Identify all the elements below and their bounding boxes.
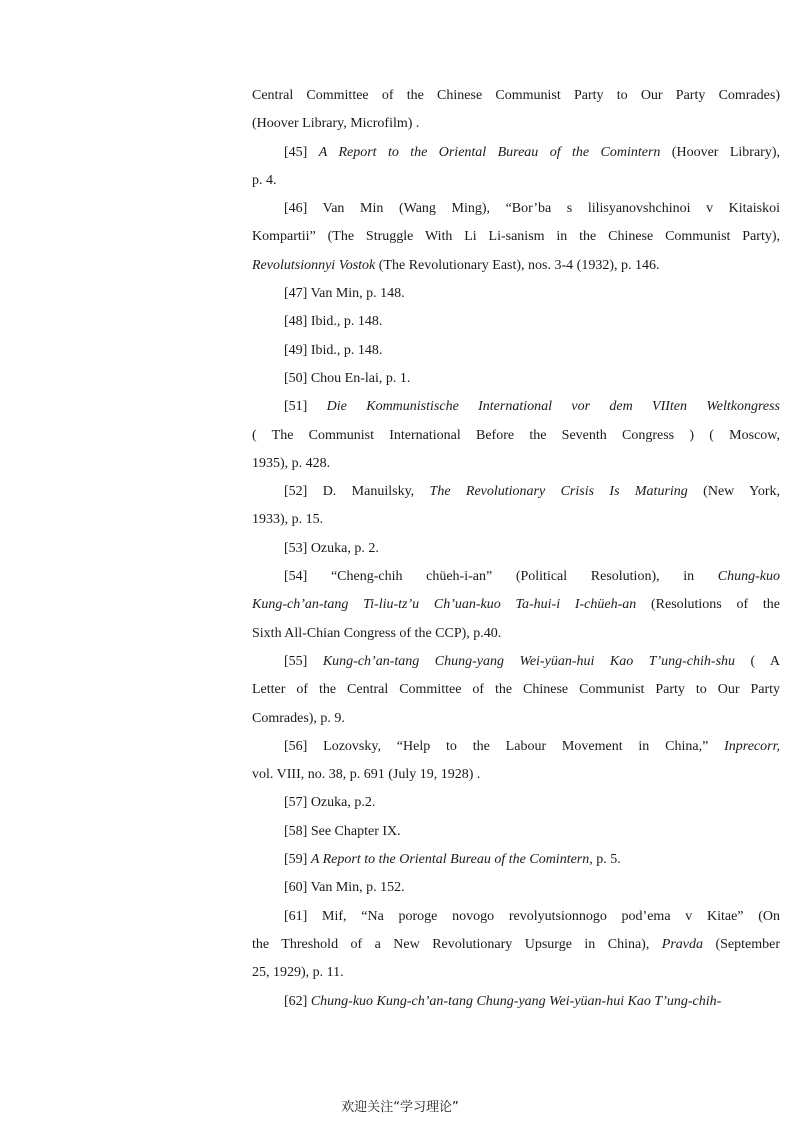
- footer-promo-text: 欢迎关注“学习理论”: [341, 1100, 459, 1115]
- italic-title-text: Revolutsionnyi Vostok: [252, 257, 376, 273]
- italic-title-text: A Report to the Oriental Bureau of the Comintern: [310, 852, 590, 868]
- note-line: [252, 818, 780, 846]
- note-line: [252, 620, 780, 648]
- note-line: [252, 280, 780, 308]
- note-line: [252, 478, 780, 506]
- note-line: [252, 535, 780, 563]
- note-text: [55]: [284, 653, 323, 669]
- italic-title-text: Chung-kuo: [717, 569, 780, 585]
- note-text: (Resolutions of the: [636, 597, 780, 613]
- note-line: [252, 167, 780, 195]
- note-text: (Hoover Library),: [660, 144, 780, 160]
- note-text: Sixth All-Chian Congress of the CCP), p.40.: [252, 625, 502, 641]
- italic-title-text: The Revolutionary Crisis Is Maturing: [429, 484, 688, 500]
- note-text: vol. VIII, no. 38, p. 691 (July 19, 1928) .: [252, 767, 481, 783]
- note-line: [252, 506, 780, 534]
- note-text: Central Committee of the Chinese Communist Party to Our Party Comrades): [252, 88, 780, 103]
- note-line: [252, 789, 780, 817]
- italic-title-text: Chung-kuo Kung-ch’an-tang Chung-yang Wei-yüan-hui Kao T’ung-chih-: [310, 993, 722, 1009]
- note-text: [57] Ozuka, p.2.: [284, 795, 376, 811]
- note-line: [252, 110, 780, 138]
- note-line: [252, 846, 780, 874]
- italic-title-text: Kung-ch’an-tang Chung-yang Wei-yüan-hui Kao T’ung-chih-shu: [322, 653, 736, 669]
- note-text: [61] Mif, “Na poroge novogo revolyutsionnogo pod’ema v Kitae” (On: [284, 908, 780, 924]
- note-line: [252, 139, 780, 167]
- note-text: [59]: [284, 852, 311, 868]
- note-text: [53] Ozuka, p. 2.: [284, 540, 379, 556]
- note-line: [252, 676, 780, 704]
- note-text: 1935), p. 428.: [252, 455, 331, 471]
- note-line: [252, 988, 780, 1016]
- note-line: [252, 223, 780, 251]
- note-text: 25, 1929), p. 11.: [252, 965, 344, 981]
- note-text: [47] Van Min, p. 148.: [284, 286, 405, 302]
- note-line: [252, 591, 780, 619]
- note-text: 1933), p. 15.: [252, 512, 324, 528]
- note-line: [252, 337, 780, 365]
- note-text: Letter of the Central Committee of the Chinese Communist Party to Our Party: [252, 682, 780, 698]
- note-text: (The Revolutionary East), nos. 3-4 (1932), p. 146.: [375, 257, 660, 273]
- note-text: , p. 5.: [589, 852, 621, 868]
- note-text: [56] Lozovsky, “Help to the Labour Movement in China,”: [284, 738, 725, 754]
- note-line: [252, 733, 780, 761]
- note-text: [45]: [284, 144, 319, 160]
- note-line: [252, 761, 780, 789]
- note-text: ( A: [735, 653, 781, 669]
- note-text: [49] Ibid., p. 148.: [284, 342, 383, 358]
- note-text: [60] Van Min, p. 152.: [284, 880, 405, 896]
- note-text: (New York,: [687, 484, 780, 500]
- note-line: [252, 422, 780, 450]
- note-line: [252, 195, 780, 223]
- note-line: [252, 874, 780, 902]
- note-line: [252, 705, 780, 733]
- note-line: [252, 648, 780, 676]
- note-line: [252, 931, 780, 959]
- note-text: (Hoover Library, Microfilm) .: [252, 116, 420, 132]
- note-line: [252, 959, 780, 987]
- note-text: p. 4.: [252, 172, 277, 188]
- note-text: [48] Ibid., p. 148.: [284, 314, 383, 330]
- note-text: Kompartii” (The Struggle With Li Li-sanism in the Chinese Communist Party),: [252, 229, 780, 245]
- note-line: [252, 308, 780, 336]
- note-line: [252, 393, 780, 421]
- note-line: [252, 252, 780, 280]
- note-line: [252, 903, 780, 931]
- note-line: [252, 82, 780, 110]
- note-text: [54] “Cheng-chih chüeh-i-an” (Political Resolution), in: [284, 569, 718, 585]
- italic-title-text: A Report to the Oriental Bureau of the Comintern: [318, 144, 661, 160]
- note-text: the Threshold of a New Revolutionary Upsurge in China),: [252, 936, 662, 952]
- note-text: [51]: [284, 399, 327, 415]
- note-text: (September: [703, 936, 781, 952]
- note-line: [252, 365, 780, 393]
- italic-title-text: Pravda: [661, 936, 704, 952]
- note-text: [58] See Chapter IX.: [284, 823, 401, 839]
- italic-title-text: Kung-ch’an-tang Ti-liu-tz’u Ch’uan-kuo Ta-hui-i I-chüeh-an: [252, 597, 637, 613]
- note-text: ( The Communist International Before the Seventh Congress ) ( Moscow,: [252, 427, 780, 443]
- note-line: [252, 450, 780, 478]
- notes-body: [252, 82, 780, 1016]
- italic-title-text: Inprecorr,: [724, 738, 780, 754]
- note-line: [252, 563, 780, 591]
- note-text: [46] Van Min (Wang Ming), “Bor’ba s lilisyanovshchinoi v Kitaiskoi: [284, 201, 780, 217]
- italic-title-text: Die Kommunistische International vor dem VIIten Weltkongress: [326, 399, 780, 415]
- note-text: Comrades), p. 9.: [252, 710, 345, 726]
- note-text: [52] D. Manuilsky,: [284, 484, 430, 500]
- note-text: [62]: [284, 993, 311, 1009]
- note-text: [50] Chou En-lai, p. 1.: [284, 370, 411, 386]
